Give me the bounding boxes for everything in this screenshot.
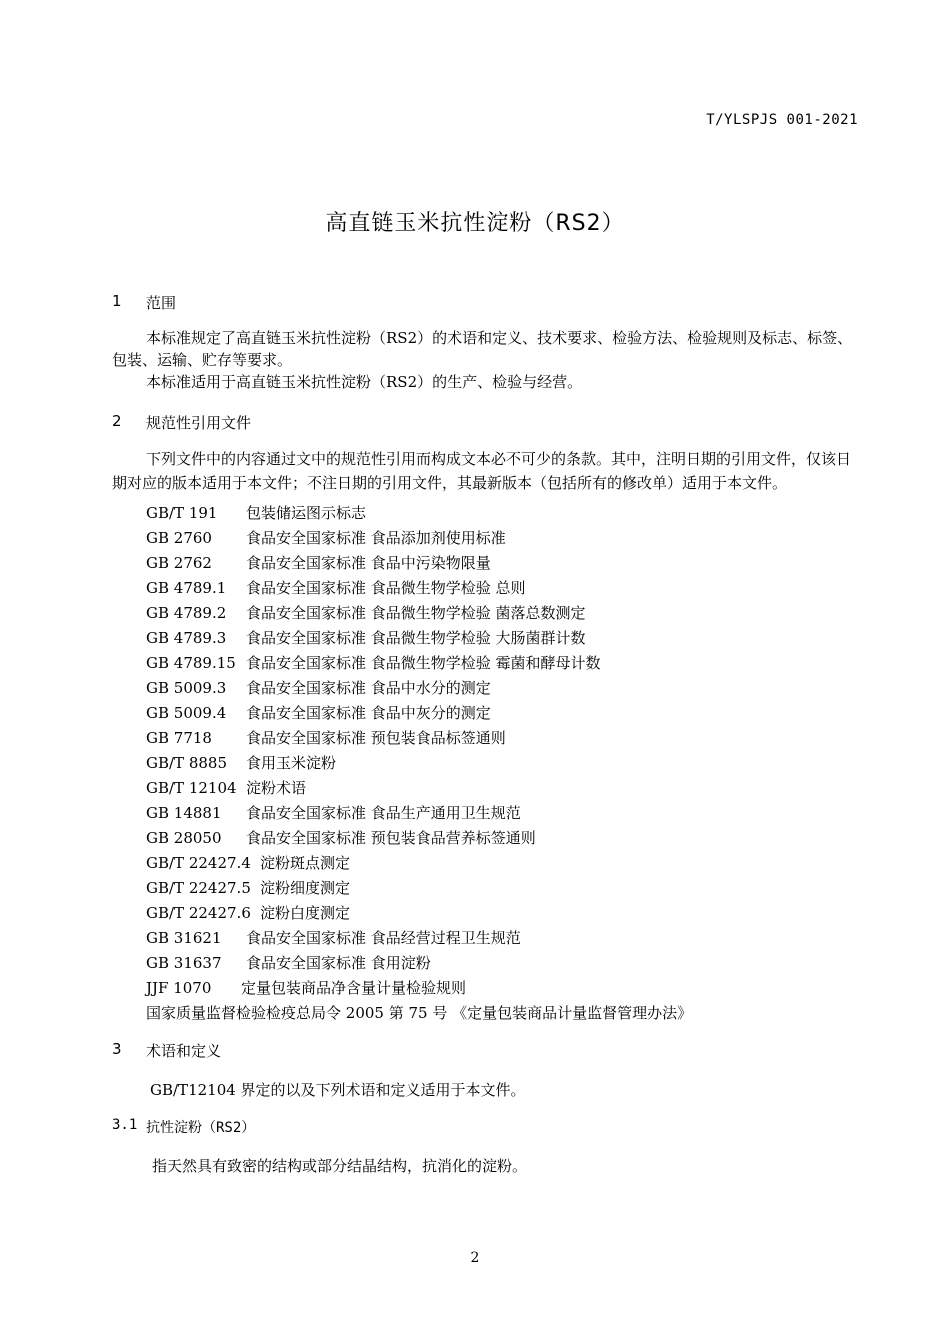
term-definition: 指天然具有致密的结构或部分结晶结构，抗消化的淀粉。	[152, 1157, 528, 1175]
reference-code: GB/T 22427.4	[146, 854, 251, 872]
terms-intro: GB/T12104 界定的以及下列术语和定义适用于本文件。	[150, 1081, 526, 1099]
reference-name: 食品安全国家标准 食品中灰分的测定	[246, 704, 491, 722]
reference-code: GB 28050	[146, 829, 222, 847]
section-heading-references	[112, 412, 860, 433]
section-title: 规范性引用文件	[146, 414, 252, 432]
reference-name: 食品安全国家标准 食品微生物学检验 大肠菌群计数	[246, 629, 586, 647]
section-number: 3	[112, 1040, 122, 1058]
reference-code: GB 14881	[146, 804, 222, 822]
reference-item	[112, 1001, 860, 1026]
reference-code: JJF 1070	[146, 979, 212, 997]
reference-code: GB 4789.2	[146, 604, 227, 622]
reference-name: 淀粉术语	[246, 779, 307, 797]
reference-code: GB/T 191	[146, 504, 218, 522]
reference-code: GB 2760	[146, 529, 212, 547]
section-number: 2	[112, 412, 122, 430]
reference-name: 定量包装商品净含量计量检验规则	[241, 979, 467, 997]
reference-code: GB/T 8885	[146, 754, 228, 772]
reference-code: GB/T 12104	[146, 779, 237, 797]
reference-name: 国家质量监督检验检疫总局令 2005 第 75 号 《定量包装商品计量监督管理办法》	[146, 1004, 693, 1022]
document-body	[112, 292, 860, 1177]
reference-name: 食品安全国家标准 预包装食品营养标签通则	[246, 829, 536, 847]
reference-name: 食品安全国家标准 食品中污染物限量	[246, 554, 491, 572]
reference-name: 食品安全国家标准 食品添加剂使用标准	[246, 529, 506, 547]
subsection-title: 抗性淀粉（RS2）	[146, 1120, 256, 1136]
reference-name: 淀粉斑点测定	[260, 854, 351, 872]
reference-name: 食品安全国家标准 食用淀粉	[246, 954, 431, 972]
reference-list	[112, 501, 860, 1026]
reference-name: 食品安全国家标准 预包装食品标签通则	[246, 729, 506, 747]
reference-name: 食品安全国家标准 食品经营过程卫生规范	[246, 929, 521, 947]
reference-item	[112, 876, 860, 901]
reference-item	[112, 551, 860, 576]
document-code: T/YLSPJS 001-2021	[706, 112, 858, 128]
reference-code: GB 31621	[146, 929, 222, 947]
reference-name: 包装储运图示标志	[246, 504, 367, 522]
reference-item	[112, 501, 860, 526]
reference-item	[112, 926, 860, 951]
reference-item	[112, 951, 860, 976]
reference-item	[112, 726, 860, 751]
document-title: 高直链玉米抗性淀粉（RS2）	[325, 211, 625, 236]
reference-item	[112, 601, 860, 626]
reference-item	[112, 776, 860, 801]
reference-code: GB 5009.4	[146, 704, 227, 722]
reference-item	[112, 851, 860, 876]
reference-name: 淀粉细度测定	[260, 879, 351, 897]
reference-name: 食品安全国家标准 食品微生物学检验 总则	[246, 579, 526, 597]
reference-item	[112, 801, 860, 826]
reference-item	[112, 676, 860, 701]
reference-name: 食品安全国家标准 食品中水分的测定	[246, 679, 491, 697]
subsection-number: 3.1	[112, 1117, 138, 1133]
section-heading-terms	[112, 1040, 860, 1061]
page-number: 2	[470, 1250, 480, 1266]
reference-code: GB 31637	[146, 954, 222, 972]
reference-item	[112, 576, 860, 601]
reference-name: 食用玉米淀粉	[246, 754, 337, 772]
reference-code: GB/T 22427.6	[146, 904, 251, 922]
section-number: 1	[112, 292, 122, 310]
section-title: 术语和定义	[146, 1042, 222, 1060]
reference-name: 淀粉白度测定	[260, 904, 351, 922]
reference-code: GB 4789.1	[146, 579, 227, 597]
reference-code: GB 7718	[146, 729, 212, 747]
reference-item	[112, 976, 860, 1001]
reference-name: 食品安全国家标准 食品微生物学检验 菌落总数测定	[246, 604, 586, 622]
reference-code: GB 5009.3	[146, 679, 227, 697]
reference-name: 食品安全国家标准 食品微生物学检验 霉菌和酵母计数	[246, 654, 601, 672]
reference-item	[112, 701, 860, 726]
reference-code: GB 4789.3	[146, 629, 227, 647]
reference-name: 食品安全国家标准 食品生产通用卫生规范	[246, 804, 521, 822]
references-intro: 下列文件中的内容通过文中的规范性引用而构成文本必不可少的条款。其中，注明日期的引用文件，仅该日期对应的版本适用于本文件；不注日期的引用文件，其最新版本（包括所有的修改单）适用于本文件。	[112, 450, 852, 492]
reference-code: GB 2762	[146, 554, 212, 572]
reference-code: GB 4789.15	[146, 654, 236, 672]
reference-item	[112, 526, 860, 551]
reference-code: GB/T 22427.5	[146, 879, 251, 897]
section-heading-scope	[112, 292, 860, 313]
scope-paragraph-1: 本标准规定了高直链玉米抗性淀粉（RS2）的术语和定义、技术要求、检验方法、检验规则及标志、标签、包装、运输、贮存等要求。	[112, 329, 853, 369]
reference-item	[112, 826, 860, 851]
subsection-heading-3-1	[112, 1117, 860, 1137]
reference-item	[112, 626, 860, 651]
scope-paragraph-2: 本标准适用于高直链玉米抗性淀粉（RS2）的生产、检验与经营。	[146, 373, 583, 391]
section-title: 范围	[146, 294, 177, 312]
reference-item	[112, 901, 860, 926]
reference-item	[112, 751, 860, 776]
reference-item	[112, 651, 860, 676]
